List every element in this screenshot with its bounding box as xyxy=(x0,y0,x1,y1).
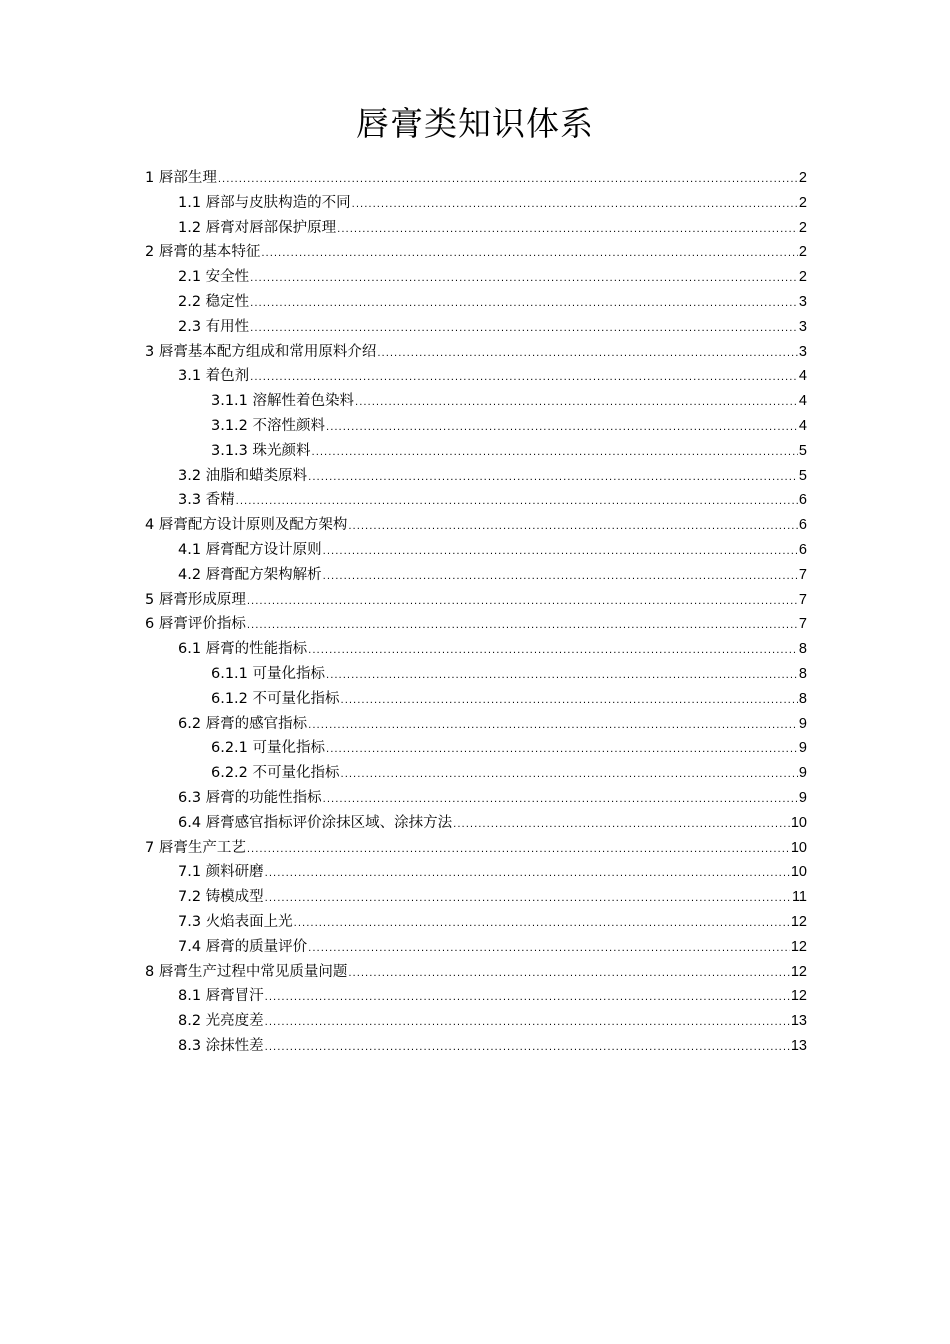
toc-entry-page-number: 3 xyxy=(798,343,807,360)
toc-entry-label: 2.1 安全性 xyxy=(178,269,250,286)
toc-entry-page-number: 12 xyxy=(790,988,807,1005)
toc-entry-page-number: 8 xyxy=(798,690,807,707)
toc-dot-leader xyxy=(247,838,790,863)
toc-entry-label: 3.1 着色剂 xyxy=(178,368,250,385)
toc-entry[interactable] xyxy=(145,910,807,935)
toc-entry[interactable] xyxy=(145,166,807,191)
toc-entry-page-number: 3 xyxy=(798,318,807,335)
toc-dot-leader xyxy=(294,912,790,937)
toc-entry-label: 1.2 唇膏对唇部保护原理 xyxy=(178,219,337,236)
toc-entry[interactable] xyxy=(145,290,807,315)
toc-entry-page-number: 10 xyxy=(790,839,807,856)
toc-entry-page-number: 4 xyxy=(798,393,807,410)
toc-entry[interactable] xyxy=(145,612,807,637)
toc-entry-label: 7.2 铸模成型 xyxy=(178,889,264,906)
toc-entry-label: 8 唇膏生产过程中常见质量问题 xyxy=(145,963,348,980)
toc-dot-leader xyxy=(265,1036,790,1061)
toc-entry[interactable] xyxy=(145,464,807,489)
toc-entry[interactable] xyxy=(145,389,807,414)
toc-dot-leader xyxy=(326,416,798,441)
toc-dot-leader xyxy=(265,862,790,887)
toc-entry-page-number: 5 xyxy=(798,467,807,484)
toc-entry-label: 7 唇膏生产工艺 xyxy=(145,839,246,856)
toc-entry[interactable] xyxy=(145,488,807,513)
toc-entry[interactable] xyxy=(145,364,807,389)
toc-entry-label: 3.1.2 不溶性颜料 xyxy=(211,417,326,434)
toc-entry-label: 3.2 油脂和蜡类原料 xyxy=(178,467,308,484)
toc-entry[interactable] xyxy=(145,662,807,687)
toc-entry-page-number: 10 xyxy=(790,814,807,831)
toc-entry-page-number: 4 xyxy=(798,417,807,434)
toc-entry-page-number: 9 xyxy=(798,715,807,732)
toc-dot-leader xyxy=(250,292,798,317)
toc-entry[interactable] xyxy=(145,836,807,861)
toc-dot-leader xyxy=(323,540,798,565)
toc-dot-leader xyxy=(218,168,798,193)
toc-dot-leader xyxy=(236,490,798,515)
toc-entry[interactable] xyxy=(145,687,807,712)
table-of-contents xyxy=(145,166,807,1059)
toc-entry-page-number: 9 xyxy=(798,789,807,806)
toc-entry[interactable] xyxy=(145,315,807,340)
toc-entry[interactable] xyxy=(145,712,807,737)
toc-entry-page-number: 9 xyxy=(798,740,807,757)
toc-entry[interactable] xyxy=(145,860,807,885)
toc-entry[interactable] xyxy=(145,265,807,290)
toc-entry-label: 3.1.3 珠光颜料 xyxy=(211,442,311,459)
toc-dot-leader xyxy=(323,565,798,590)
toc-entry[interactable] xyxy=(145,960,807,985)
toc-entry-label: 3.1.1 溶解性着色染料 xyxy=(211,393,355,410)
toc-entry-page-number: 7 xyxy=(798,591,807,608)
toc-entry-label: 6.2 唇膏的感官指标 xyxy=(178,715,308,732)
toc-dot-leader xyxy=(247,614,798,639)
toc-dot-leader xyxy=(341,689,798,714)
toc-entry-page-number: 9 xyxy=(798,765,807,782)
toc-entry-page-number: 3 xyxy=(798,293,807,310)
toc-entry[interactable] xyxy=(145,1009,807,1034)
toc-entry-page-number: 13 xyxy=(790,1037,807,1054)
toc-entry[interactable] xyxy=(145,588,807,613)
toc-entry-label: 6.1.1 可量化指标 xyxy=(211,665,326,682)
toc-entry-page-number: 13 xyxy=(790,1013,807,1030)
toc-entry-page-number: 2 xyxy=(798,219,807,236)
toc-entry[interactable] xyxy=(145,563,807,588)
toc-entry-label: 1 唇部生理 xyxy=(145,170,217,186)
toc-entry-page-number: 6 xyxy=(798,541,807,558)
toc-entry[interactable] xyxy=(145,1034,807,1059)
toc-entry[interactable] xyxy=(145,811,807,836)
toc-entry-page-number: 11 xyxy=(791,889,807,906)
toc-entry[interactable] xyxy=(145,885,807,910)
toc-entry-page-number: 12 xyxy=(790,963,807,980)
toc-entry[interactable] xyxy=(145,761,807,786)
toc-entry-page-number: 7 xyxy=(798,616,807,633)
toc-entry[interactable] xyxy=(145,637,807,662)
toc-entry[interactable] xyxy=(145,538,807,563)
toc-dot-leader xyxy=(377,342,798,367)
toc-entry-label: 8.2 光亮度差 xyxy=(178,1013,264,1030)
toc-entry[interactable] xyxy=(145,935,807,960)
toc-dot-leader xyxy=(453,813,790,838)
toc-entry-label: 4.2 唇膏配方架构解析 xyxy=(178,566,322,583)
toc-entry-page-number: 5 xyxy=(798,442,807,459)
toc-dot-leader xyxy=(341,763,798,788)
toc-entry[interactable] xyxy=(145,216,807,241)
toc-entry-label: 1.1 唇部与皮肤构造的不同 xyxy=(178,194,351,211)
toc-entry[interactable] xyxy=(145,736,807,761)
toc-entry[interactable] xyxy=(145,786,807,811)
toc-dot-leader xyxy=(348,962,790,987)
toc-dot-leader xyxy=(265,1011,790,1036)
toc-entry[interactable] xyxy=(145,439,807,464)
toc-entry-page-number: 8 xyxy=(798,641,807,658)
toc-entry-page-number: 7 xyxy=(798,566,807,583)
toc-dot-leader xyxy=(250,366,798,391)
toc-entry-label: 6.4 唇膏感官指标评价涂抹区域、涂抹方法 xyxy=(178,814,453,831)
toc-entry-label: 3 唇膏基本配方组成和常用原料介绍 xyxy=(145,343,377,360)
toc-entry-page-number: 2 xyxy=(798,194,807,211)
toc-entry-page-number: 4 xyxy=(798,368,807,385)
toc-dot-leader xyxy=(308,714,798,739)
toc-entry-page-number: 12 xyxy=(790,938,807,955)
toc-entry-page-number: 2 xyxy=(798,244,807,261)
toc-entry-label: 7.4 唇膏的质量评价 xyxy=(178,938,308,955)
toc-entry-label: 2.3 有用性 xyxy=(178,318,250,335)
toc-entry-label: 6.2.2 不可量化指标 xyxy=(211,765,340,782)
toc-entry[interactable] xyxy=(145,984,807,1009)
toc-dot-leader xyxy=(250,317,798,342)
toc-dot-leader xyxy=(312,441,798,466)
toc-entry-label: 6.2.1 可量化指标 xyxy=(211,740,326,757)
toc-entry-label: 6.1.2 不可量化指标 xyxy=(211,690,340,707)
toc-dot-leader xyxy=(250,267,798,292)
toc-entry-label: 5 唇膏形成原理 xyxy=(145,591,246,608)
toc-entry-label: 7.3 火焰表面上光 xyxy=(178,913,293,930)
toc-dot-leader xyxy=(337,218,798,243)
toc-entry-label: 3.3 香精 xyxy=(178,492,235,509)
toc-dot-leader xyxy=(247,590,798,615)
toc-entry-page-number: 2 xyxy=(798,269,807,286)
toc-entry[interactable] xyxy=(145,340,807,365)
toc-entry-page-number: 10 xyxy=(790,864,807,881)
toc-dot-leader xyxy=(355,391,798,416)
toc-entry-page-number: 6 xyxy=(798,492,807,509)
toc-entry-label: 6.1 唇膏的性能指标 xyxy=(178,641,308,658)
toc-entry-page-number: 2 xyxy=(798,170,807,186)
toc-dot-leader xyxy=(308,937,790,962)
document-title: 唇膏类知识体系 xyxy=(356,104,594,143)
toc-dot-leader xyxy=(348,515,798,540)
toc-entry-label: 4 唇膏配方设计原则及配方架构 xyxy=(145,517,348,534)
toc-dot-leader xyxy=(308,639,798,664)
toc-entry-label: 2 唇膏的基本特征 xyxy=(145,244,261,261)
toc-entry-label: 7.1 颜料研磨 xyxy=(178,864,264,881)
toc-entry-page-number: 8 xyxy=(798,665,807,682)
toc-entry-label: 6 唇膏评价指标 xyxy=(145,616,246,633)
toc-entry-label: 8.3 涂抹性差 xyxy=(178,1037,264,1054)
toc-entry-label: 8.1 唇膏冒汗 xyxy=(178,988,264,1005)
toc-dot-leader xyxy=(265,887,791,912)
toc-entry[interactable] xyxy=(145,513,807,538)
toc-entry-label: 4.1 唇膏配方设计原则 xyxy=(178,541,322,558)
toc-entry-label: 6.3 唇膏的功能性指标 xyxy=(178,789,322,806)
toc-dot-leader xyxy=(323,788,798,813)
toc-dot-leader xyxy=(326,664,798,689)
toc-entry[interactable] xyxy=(145,414,807,439)
toc-dot-leader xyxy=(261,242,798,267)
toc-entry-page-number: 6 xyxy=(798,517,807,534)
toc-entry-label: 2.2 稳定性 xyxy=(178,293,250,310)
toc-dot-leader xyxy=(265,986,790,1011)
toc-entry[interactable] xyxy=(145,191,807,216)
toc-entry-page-number: 12 xyxy=(790,913,807,930)
toc-dot-leader xyxy=(326,738,798,763)
toc-dot-leader xyxy=(352,193,798,218)
toc-dot-leader xyxy=(308,466,798,491)
toc-entry[interactable] xyxy=(145,240,807,265)
